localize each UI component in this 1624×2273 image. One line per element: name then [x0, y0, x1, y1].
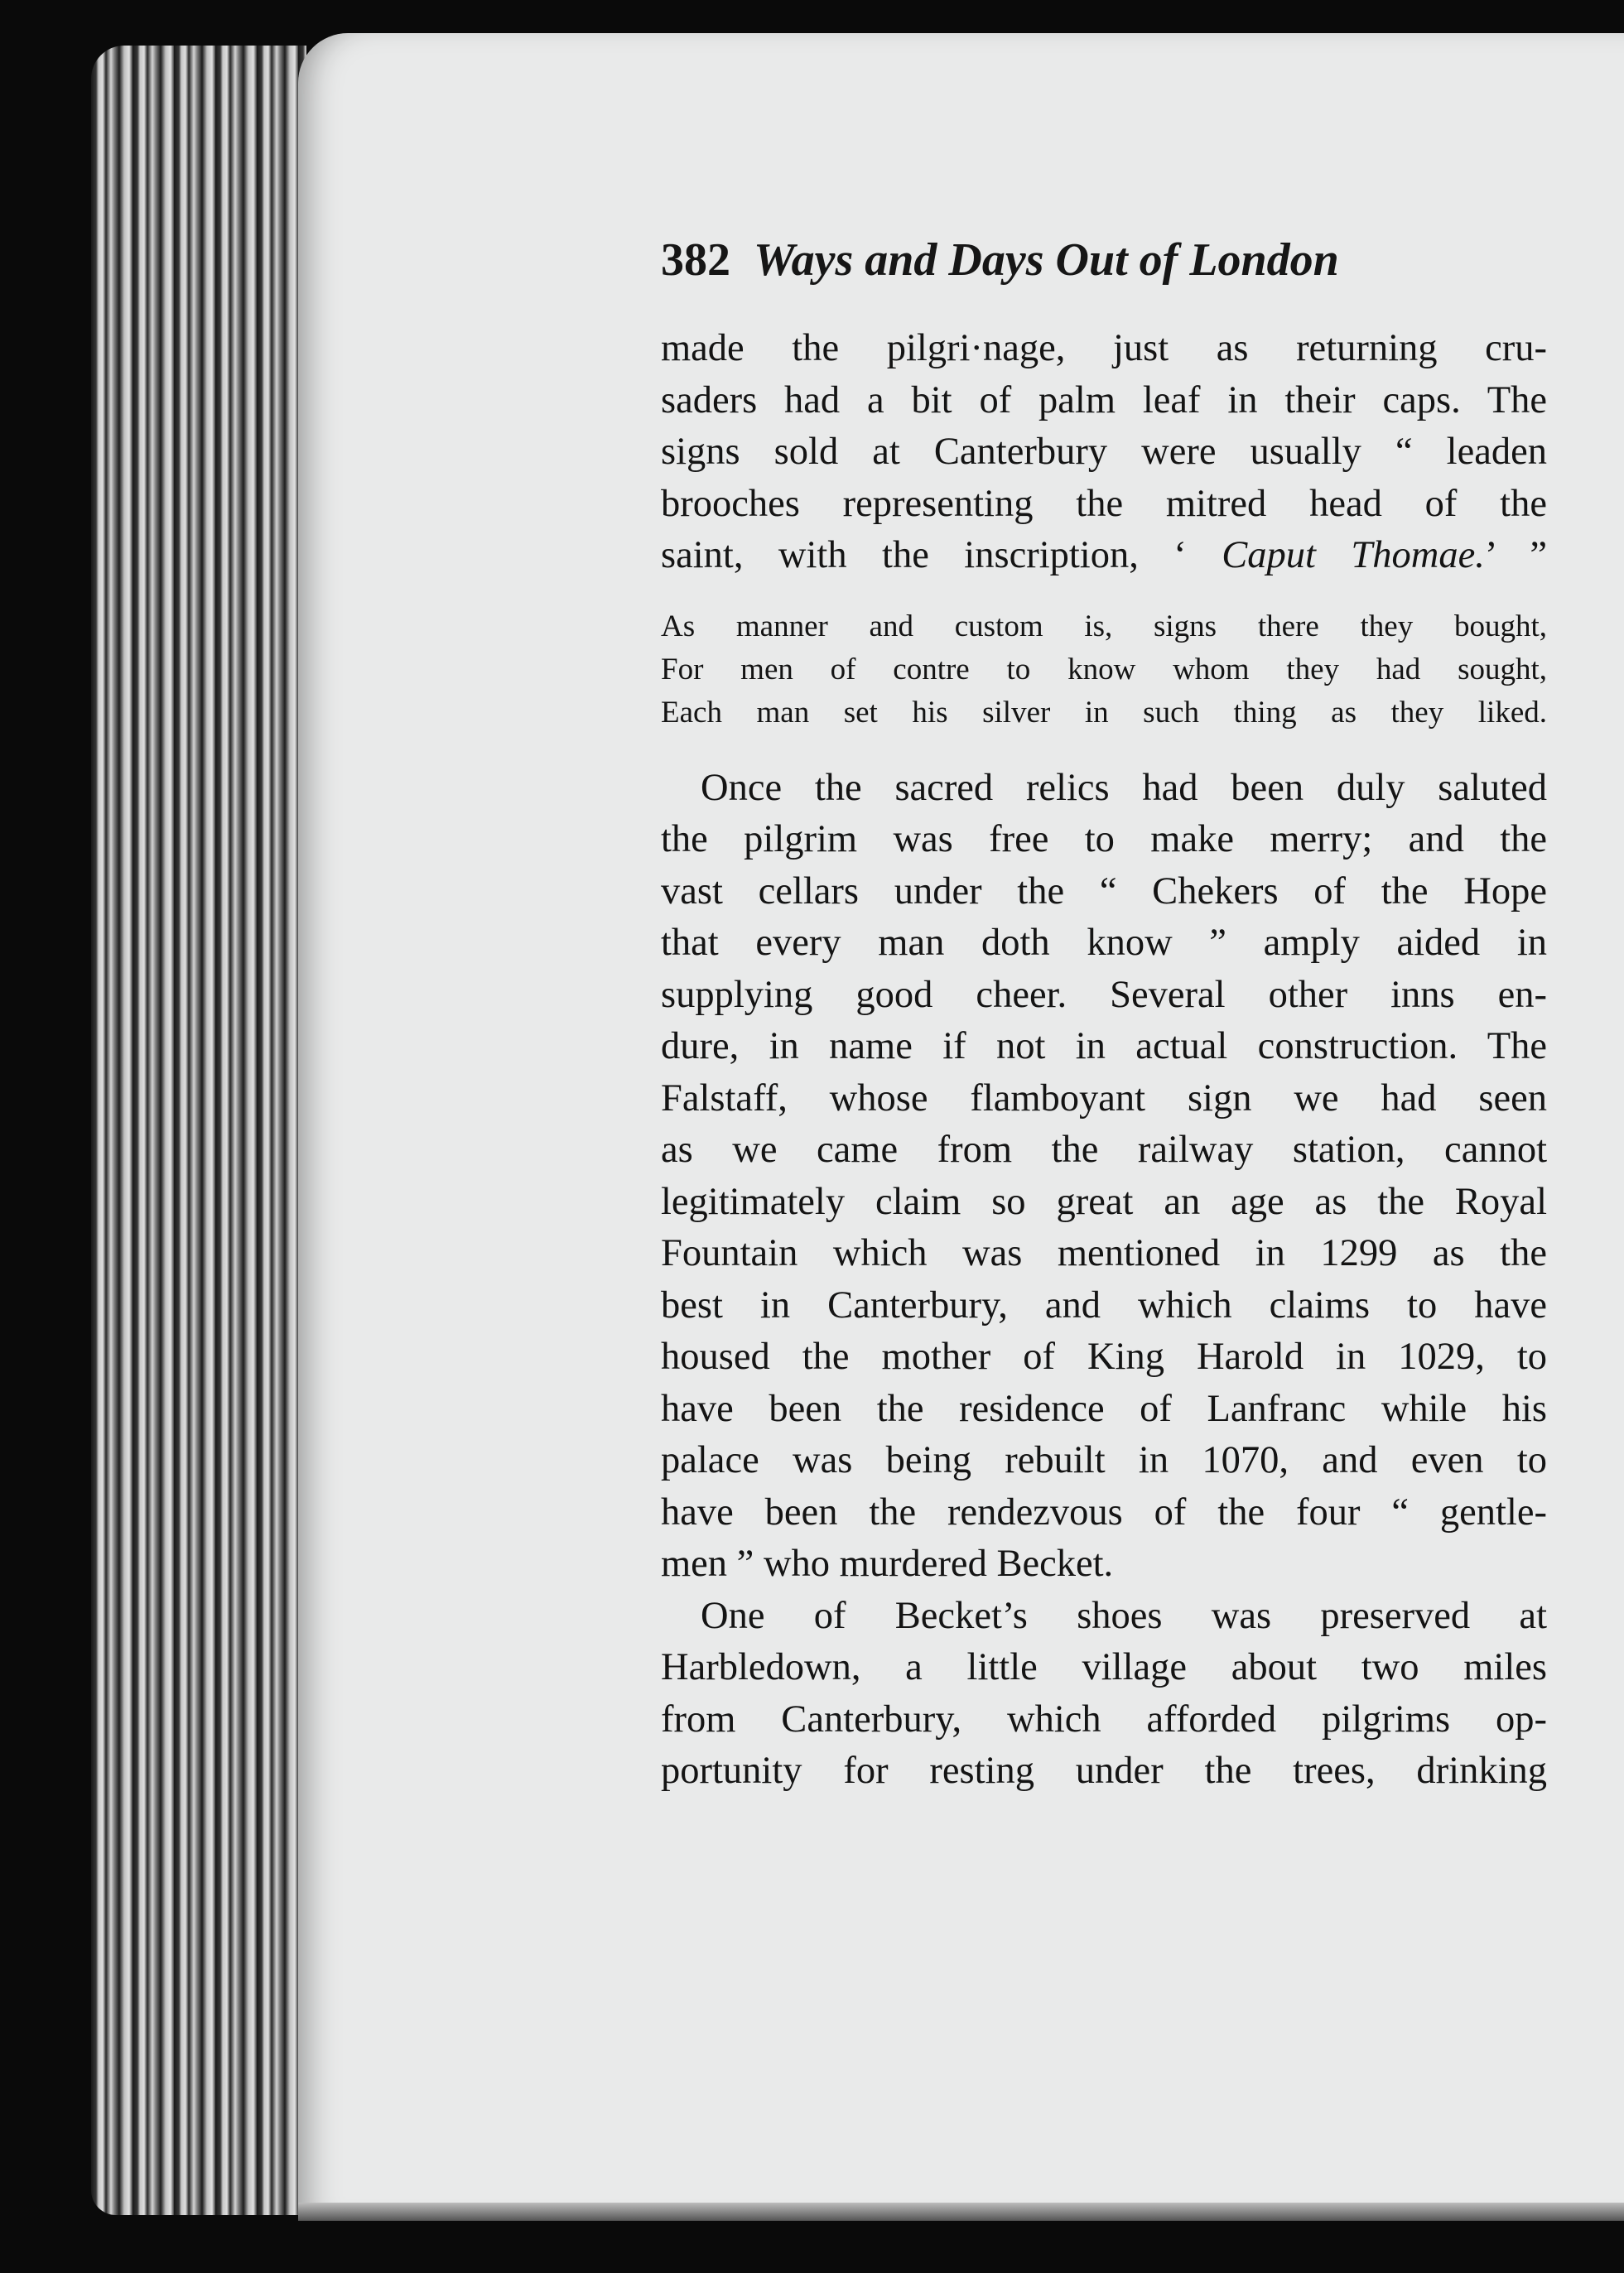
text-line: portunity for resting under the trees, drinking: [661, 1750, 1547, 1792]
paragraph-2: [661, 763, 1547, 1591]
verse-line: For men of contre to know whom they had sought,: [661, 652, 1547, 686]
text-line: Falstaff, whose flamboyant sign we had seen: [661, 1076, 1547, 1120]
text-line: palace was being rebuilt in 1070, and even to: [661, 1439, 1547, 1481]
inscription-italic: Caput Thomae.: [1222, 534, 1485, 576]
text-line: Once the sacred relics had been duly saluted: [701, 766, 1547, 809]
text-line: One of Becket’s shoes was preserved at: [701, 1594, 1547, 1637]
text-line: supplying good cheer. Several other inns en-: [661, 973, 1547, 1016]
text-line: legitimately claim so great an age as the Royal: [661, 1180, 1547, 1223]
text-line: have been the rendezvous of the four “ gentle-: [661, 1490, 1547, 1534]
verse-quotation: [661, 605, 1547, 734]
paragraph-1: [661, 323, 1547, 582]
paragraph-3: [661, 1591, 1547, 1798]
text-line: from Canterbury, which afforded pilgrims op-: [661, 1698, 1547, 1741]
text-line: vast cellars under the “ Chekers of the Hope: [661, 869, 1547, 913]
text-line: Harbledown, a little village about two miles: [661, 1646, 1547, 1688]
text-line: as we came from the railway station, cannot: [661, 1129, 1547, 1171]
text-line: the pilgrim was free to make merry; and the: [661, 818, 1547, 860]
page-number: 382: [661, 234, 730, 286]
verse-line: As manner and custom is, signs there they bought,: [661, 609, 1547, 643]
book-title: Ways and Days Out of London: [754, 234, 1339, 286]
text-line: housed the mother of King Harold in 1029, to: [661, 1336, 1547, 1378]
book-page-edges: [91, 46, 306, 2215]
verse-line: Each man set his silver in such thing as they liked.: [661, 695, 1547, 730]
text-line: best in Canterbury, and which claims to have: [661, 1283, 1547, 1327]
text-line: brooches representing the mitred head of the: [661, 482, 1547, 525]
text-line: dure, in name if not in actual construction. The: [661, 1025, 1547, 1067]
running-head: [661, 234, 1547, 287]
text-line: have been the residence of Lanfranc while his: [661, 1387, 1547, 1430]
text-line: made the pilgri·nage, just as returning cru-: [661, 327, 1547, 369]
text-block: [661, 323, 1547, 1798]
text-line: saders had a bit of palm leaf in their caps. The: [661, 378, 1547, 421]
text-line-italic-inscription: saint, with the inscription, ‘ Caput Thomae.’ ”: [661, 534, 1547, 576]
text-line: Fountain which was mentioned in 1299 as the: [661, 1232, 1547, 1274]
text-line: that every man doth know ” amply aided in: [661, 922, 1547, 964]
page-bottom-edge: [298, 2203, 1624, 2221]
text-line: signs sold at Canterbury were usually “ leaden: [661, 431, 1547, 473]
text-line: men ” who murdered Becket.: [661, 1543, 1114, 1585]
